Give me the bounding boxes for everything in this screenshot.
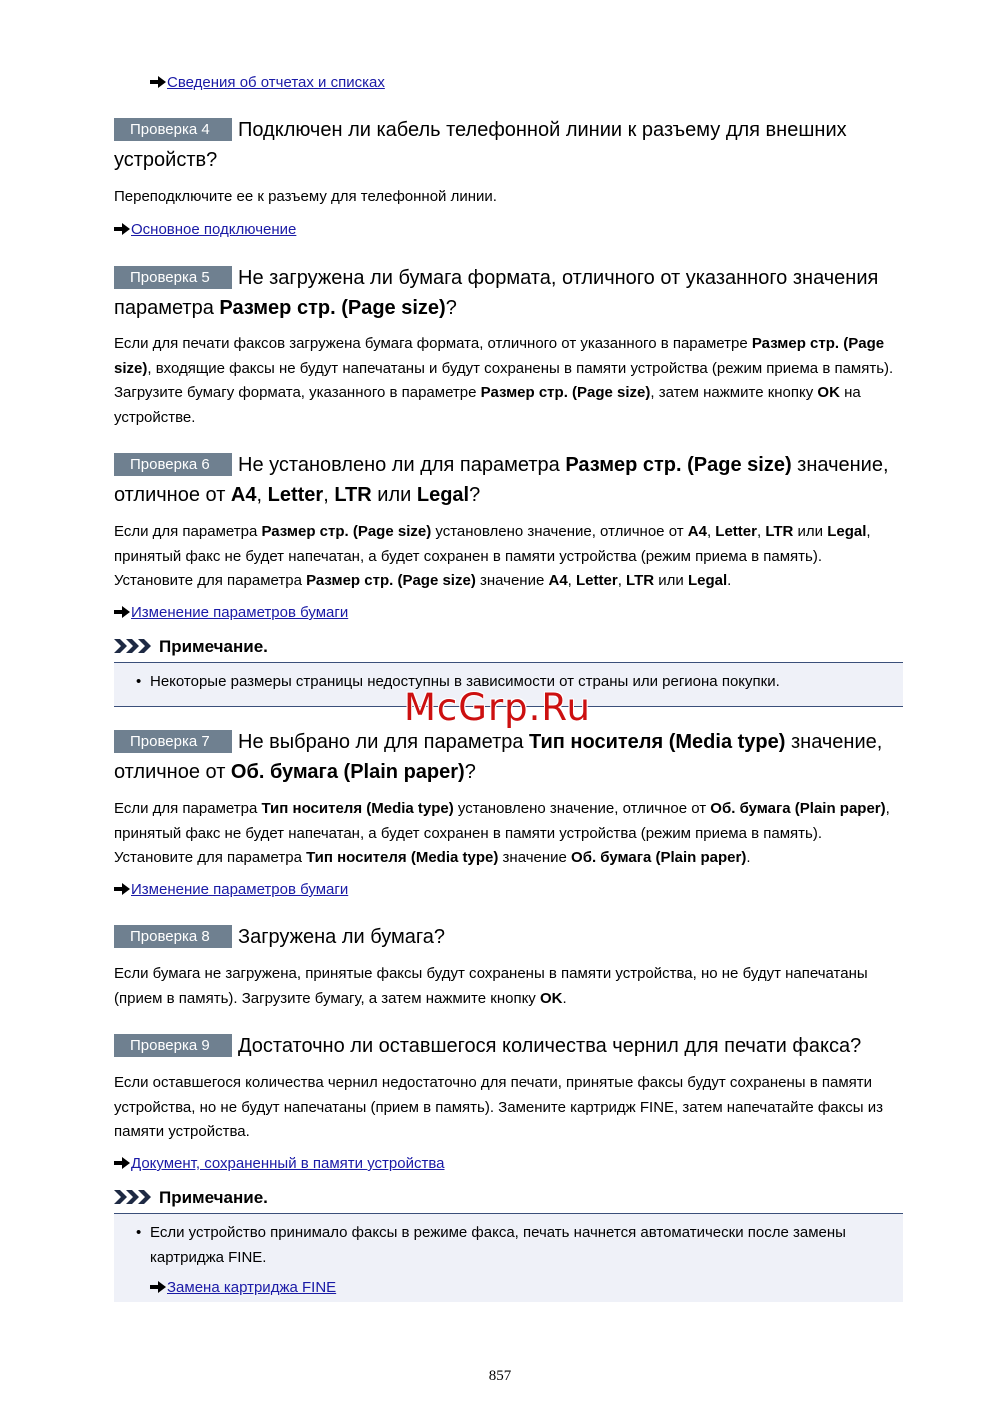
bold-text: Тип носителя (Media type) xyxy=(306,849,499,866)
bold-text: Размер стр. (Page size) xyxy=(261,523,432,540)
check-title: , xyxy=(323,484,335,506)
link-text[interactable]: Замена картриджа FINE xyxy=(167,1279,337,1296)
check-title: Не выбрано ли для параметра xyxy=(238,731,530,753)
check-title-bold: Об. бумага (Plain paper) xyxy=(230,761,465,783)
arrow-right-icon xyxy=(150,1281,166,1293)
check-7-heading xyxy=(114,727,904,787)
check-5-heading xyxy=(114,263,904,323)
check-title: ? xyxy=(469,484,481,506)
bold-text: OK xyxy=(539,989,563,1007)
link-change-paper-settings[interactable] xyxy=(114,603,348,623)
check-title-bold: Legal xyxy=(416,484,470,506)
bold-text: Legal xyxy=(687,572,728,589)
arrow-right-icon xyxy=(114,883,130,895)
check-title-bold: Тип носителя (Media type) xyxy=(529,731,786,753)
text: Если бумага не загружена, принятые факсы будут сохранены в памяти устройства, но не будут напечатаны (прием в память). Загрузите бумагу, а затем нажмите кнопку xyxy=(114,965,868,1007)
arrow-right-icon xyxy=(114,1157,130,1169)
text: Если для параметра xyxy=(114,523,262,540)
link-basic-connection[interactable] xyxy=(114,220,296,240)
text: установлено значение, отличное от xyxy=(431,523,688,540)
text: . xyxy=(746,849,751,866)
check-title-end: ? xyxy=(445,297,457,319)
arrow-right-icon xyxy=(150,76,166,88)
bold-text: Об. бумага (Plain paper) xyxy=(710,800,886,817)
text: , xyxy=(567,572,577,589)
watermark: McGrp.Ru xyxy=(404,686,591,729)
check-title: Не установлено ли для параметра xyxy=(238,454,566,476)
bold-text: Размер стр. (Page size) xyxy=(480,384,651,401)
note-box xyxy=(114,1213,903,1302)
text: установлено значение, отличное от xyxy=(453,800,711,817)
check-title-bold: LTR xyxy=(334,484,372,506)
triple-chevron-icon xyxy=(114,639,154,653)
text: или xyxy=(654,572,688,589)
text: , xyxy=(756,523,766,540)
check-title-bold: Размер стр. (Page size) xyxy=(565,454,792,476)
link-replace-fine-cartridge[interactable] xyxy=(150,1278,336,1298)
text: , принятый факс не будет напечатан, а будет сохранен в памяти устройства (режим приема в память). Установите для параметра xyxy=(114,800,890,866)
check-title: Не загружена ли бумага формата, отличного от указанного значения параметра xyxy=(114,267,879,319)
bold-text: Letter xyxy=(576,572,618,589)
note-heading xyxy=(114,1187,268,1209)
check-4-heading xyxy=(114,115,904,175)
check-badge: Проверка 8 xyxy=(114,925,232,948)
check-5-text xyxy=(114,332,904,430)
check-8-text xyxy=(114,962,904,1011)
link-text[interactable]: Сведения об отчетах и списках xyxy=(167,74,385,91)
check-title: , xyxy=(256,484,268,506)
check-badge: Проверка 5 xyxy=(114,266,232,289)
text: значение xyxy=(475,572,549,589)
text: Если для параметра xyxy=(114,800,262,817)
bold-text: Legal xyxy=(827,523,867,540)
text: , затем нажмите кнопку xyxy=(650,384,818,401)
bold-text: OK xyxy=(817,384,840,401)
arrow-right-icon xyxy=(114,223,130,235)
bullet-icon: • xyxy=(136,1224,142,1241)
text: , xyxy=(617,572,627,589)
text: . xyxy=(562,989,567,1007)
bold-text: LTR xyxy=(626,572,655,589)
triple-chevron-icon xyxy=(114,1190,154,1204)
text: значение xyxy=(498,849,572,866)
link-text[interactable]: Документ, сохраненный в памяти устройства xyxy=(131,1155,445,1172)
note-heading xyxy=(114,636,268,658)
text: на устройстве. xyxy=(114,384,861,426)
check-7-text xyxy=(114,797,904,871)
text: , принятый факс не будет напечатан, а будет сохранен в памяти устройства (режим приема в память). Установите для параметра xyxy=(114,523,871,589)
check-title: значение, отличное от xyxy=(114,731,883,783)
bold-text: Размер стр. (Page size) xyxy=(114,335,885,377)
check-4-text: Переподключите ее к разъему для телефонной линии. xyxy=(114,188,497,205)
bold-text: A4 xyxy=(548,572,568,589)
text: , входящие факсы не будут напечатаны и будут сохранены в памяти устройства (режим приема в память). Загрузите бумагу формата, указанного в параметре xyxy=(114,359,894,401)
text: . xyxy=(727,572,732,589)
text: , xyxy=(706,523,716,540)
note-text: Некоторые размеры страницы недоступны в зависимости от страны или региона покупки. xyxy=(150,673,780,690)
arrow-right-icon xyxy=(114,606,130,618)
page-number: 857 xyxy=(488,1368,512,1384)
bold-text: A4 xyxy=(687,523,707,540)
bold-text: LTR xyxy=(765,523,794,540)
check-badge: Проверка 9 xyxy=(114,1034,232,1057)
link-change-paper-settings-2[interactable] xyxy=(114,880,348,900)
check-badge: Проверка 7 xyxy=(114,730,232,753)
link-text[interactable]: Изменение параметров бумаги xyxy=(131,881,349,898)
check-title: Подключен ли кабель телефонной линии к разъему для внешних устройств? xyxy=(114,119,847,171)
check-8-heading xyxy=(114,922,904,952)
link-reports-lists[interactable] xyxy=(150,73,385,93)
link-text[interactable]: Изменение параметров бумаги xyxy=(131,604,349,621)
bold-text: Размер стр. (Page size) xyxy=(306,572,476,589)
note-item xyxy=(136,1221,876,1270)
check-title: Достаточно ли оставшегося количества чернил для печати факса? xyxy=(238,1035,862,1057)
link-text[interactable]: Основное подключение xyxy=(131,221,297,238)
note-text: Если устройство принимало факсы в режиме факса, печать начнется автоматически после замены картриджа FINE. xyxy=(150,1224,846,1266)
check-title: или xyxy=(371,484,417,506)
check-6-heading xyxy=(114,450,904,510)
note-title: Примечание. xyxy=(159,1188,268,1207)
bullet-icon: • xyxy=(136,673,142,690)
check-badge: Проверка 4 xyxy=(114,118,232,141)
link-document-in-memory[interactable] xyxy=(114,1154,445,1174)
check-title: значение, отличное от xyxy=(114,454,889,506)
check-title: Загружена ли бумага? xyxy=(238,926,446,948)
check-title-bold: A4 xyxy=(230,484,257,506)
check-title: ? xyxy=(464,761,476,783)
check-9-heading xyxy=(114,1031,904,1061)
note-title: Примечание. xyxy=(159,637,268,656)
text: Если для печати факсов загружена бумага формата, отличного от указанного в параметре xyxy=(114,335,752,352)
check-9-text: Если оставшегося количества чернил недостаточно для печати, принятые факсы будут сохранены в памяти устройства, но не будут напечатаны (прием в память). Замените картридж FINE, затем напечатайте факсы из памяти устройства. xyxy=(114,1074,883,1140)
bold-text: Тип носителя (Media type) xyxy=(261,800,454,817)
check-badge: Проверка 6 xyxy=(114,453,232,476)
check-title-bold: Letter xyxy=(267,484,324,506)
text: или xyxy=(793,523,828,540)
bold-text: Letter xyxy=(715,523,757,540)
check-6-text xyxy=(114,520,904,594)
check-title-bold: Размер стр. (Page size) xyxy=(219,297,446,319)
bold-text: Об. бумага (Plain paper) xyxy=(571,849,747,866)
